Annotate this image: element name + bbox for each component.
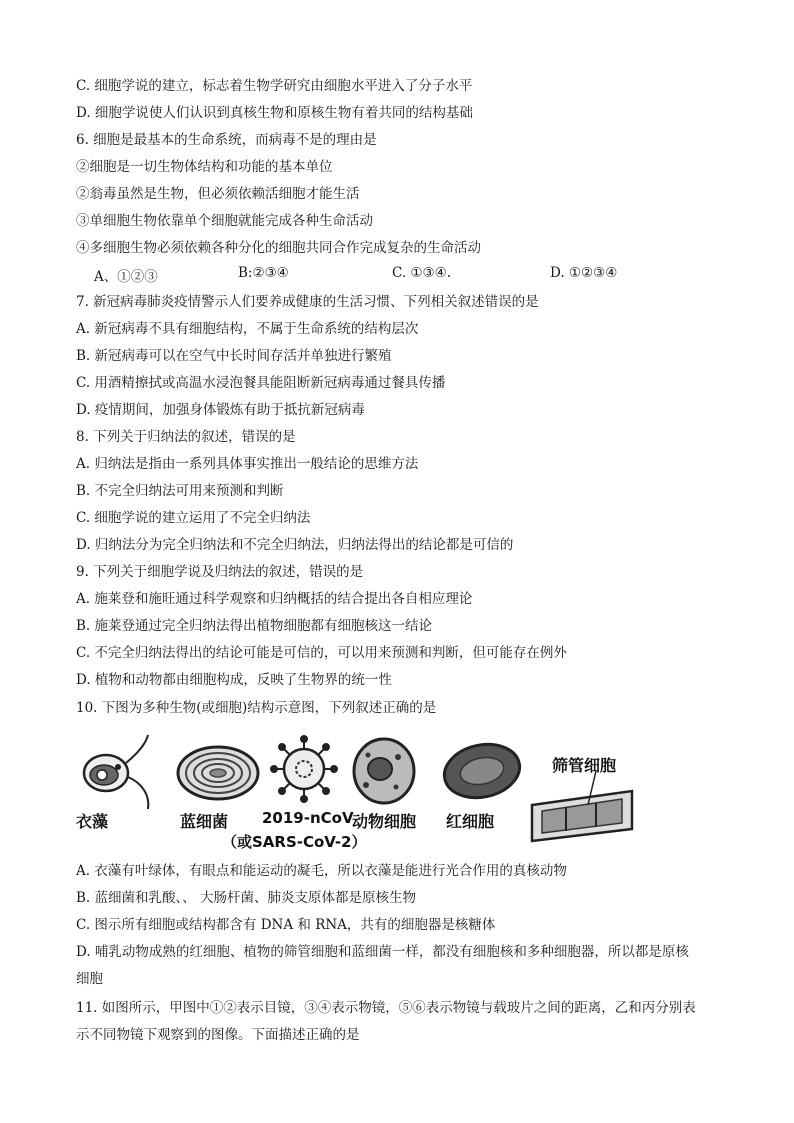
label-chlamydomonas: 衣藻	[76, 812, 109, 831]
label-sieve-tube-cell: 筛管细胞	[552, 756, 617, 775]
label-red-blood-cell: 红细胞	[446, 812, 495, 831]
q9-option-a: A. 施莱登和施旺通过科学观察和归纳概括的结合提出各自相应理论	[76, 591, 473, 607]
coronavirus-drawing	[271, 736, 337, 802]
q6-statement-1: ②细胞是一切生物体结构和功能的基本单位	[76, 159, 333, 175]
q9-option-c: C. 不完全归纳法得出的结论可能是可信的，可以用来预测和判断，但可能存在例外	[76, 645, 567, 661]
q6-choice-d: D. ①②③④	[550, 265, 618, 281]
q6-statement-4: ④多细胞生物必须依赖各种分化的细胞共同合作完成复杂的生命活动	[76, 240, 481, 256]
q6-stem: 6. 细胞是最基本的生命系统，而病毒不是的理由是	[76, 132, 377, 148]
q8-option-b: B. 不完全归纳法可用来预测和判断	[76, 483, 284, 499]
label-animal-cell: 动物细胞	[352, 812, 417, 831]
q10-option-b: B. 蓝细菌和乳酸、、 大肠杆菌、肺炎支原体都是原核生物	[76, 890, 417, 906]
label-cyanobacteria: 蓝细菌	[180, 812, 229, 831]
q10-option-c: C. 图示所有细胞或结构都含有 DNA 和 RNA，共有的细胞器是核糖体	[76, 917, 496, 933]
q7-option-a: A. 新冠病毒不具有细胞结构，不属于生命系统的结构层次	[76, 321, 419, 337]
q10-option-a: A. 衣藻有叶绿体，有眼点和能运动的凝毛，所以衣藻是能进行光合作用的真核动物	[76, 863, 567, 879]
q11-stem: 11. 如图所示，甲图中①②表示目镜，③④表示物镜，⑤⑥表示物镜与载玻片之间的距离，乙和丙分别表	[76, 1000, 696, 1016]
q5-option-d: D. 细胞学说使人们认识到真核生物和原核生物有着共同的结构基础	[76, 105, 473, 121]
q7-option-d: D. 疫情期间，加强身体锻炼有助于抵抗新冠病毒	[76, 402, 365, 418]
q6-choice-c: C. ①③④.	[392, 265, 452, 281]
q9-option-b: B. 施莱登通过完全归纳法得出植物细胞都有细胞核这一结论	[76, 618, 433, 634]
q10-option-d-cont: 细胞	[76, 971, 103, 987]
chlamydomonas-drawing	[84, 735, 148, 809]
q7-stem: 7. 新冠病毒肺炎疫情警示人们要养成健康的生活习惯、下列相关叙述错误的是	[76, 294, 539, 310]
q11-stem-cont: 示不同物镜下观察到的图像。下面描述正确的是	[76, 1027, 360, 1043]
q6-choice-b: B:②③④	[238, 265, 289, 281]
q5-option-c: C. 细胞学说的建立，标志着生物学研究由细胞水平进入了分子水平	[76, 78, 473, 94]
q6-choices	[94, 265, 734, 285]
q7-option-b: B. 新冠病毒可以在空气中长时间存活并单独进行繁殖	[76, 348, 392, 364]
red-blood-cell-drawing	[439, 738, 524, 805]
q7-option-c: C. 用酒精擦拭或高温水浸泡餐具能阻断新冠病毒通过餐具传播	[76, 375, 446, 391]
animal-cell-drawing	[354, 739, 414, 803]
q6-choice-a: A、①②③	[94, 269, 158, 285]
q8-stem: 8. 下列关于归纳法的叙述，错误的是	[76, 429, 296, 445]
organism-figure	[76, 733, 636, 853]
label-2019-ncov: 2019-nCoV	[262, 809, 354, 827]
label-sars-cov-2: （或SARS-CoV-2）	[222, 833, 367, 851]
q9-stem: 9. 下列关于细胞学说及归纳法的叙述，错误的是	[76, 564, 364, 580]
q6-statement-2: ②翁毒虽然是生物，但必须依赖活细胞才能生活	[76, 186, 360, 202]
q9-option-d: D. 植物和动物都由细胞构成，反映了生物界的统一性	[76, 672, 392, 688]
q8-option-c: C. 细胞学说的建立运用了不完全归纳法	[76, 510, 311, 526]
q6-statement-3: ③单细胞生物依靠单个细胞就能完成各种生命活动	[76, 213, 373, 229]
q10-option-d: D. 哺乳动物成熟的红细胞、植物的筛管细胞和蓝细菌一样，都没有细胞核和多种细胞器，所以都是原核	[76, 944, 689, 960]
q10-stem: 10. 下图为多种生物(或细胞)结构示意图，下列叙述正确的是	[76, 700, 437, 716]
sieve-tube-drawing	[532, 771, 632, 841]
cyanobacteria-drawing	[178, 747, 258, 799]
q8-option-d: D. 归纳法分为完全归纳法和不完全归纳法，归纳法得出的结论都是可信的	[76, 537, 514, 553]
q8-option-a: A. 归纳法是指由一系列具体事实推出一般结论的思维方法	[76, 456, 419, 472]
